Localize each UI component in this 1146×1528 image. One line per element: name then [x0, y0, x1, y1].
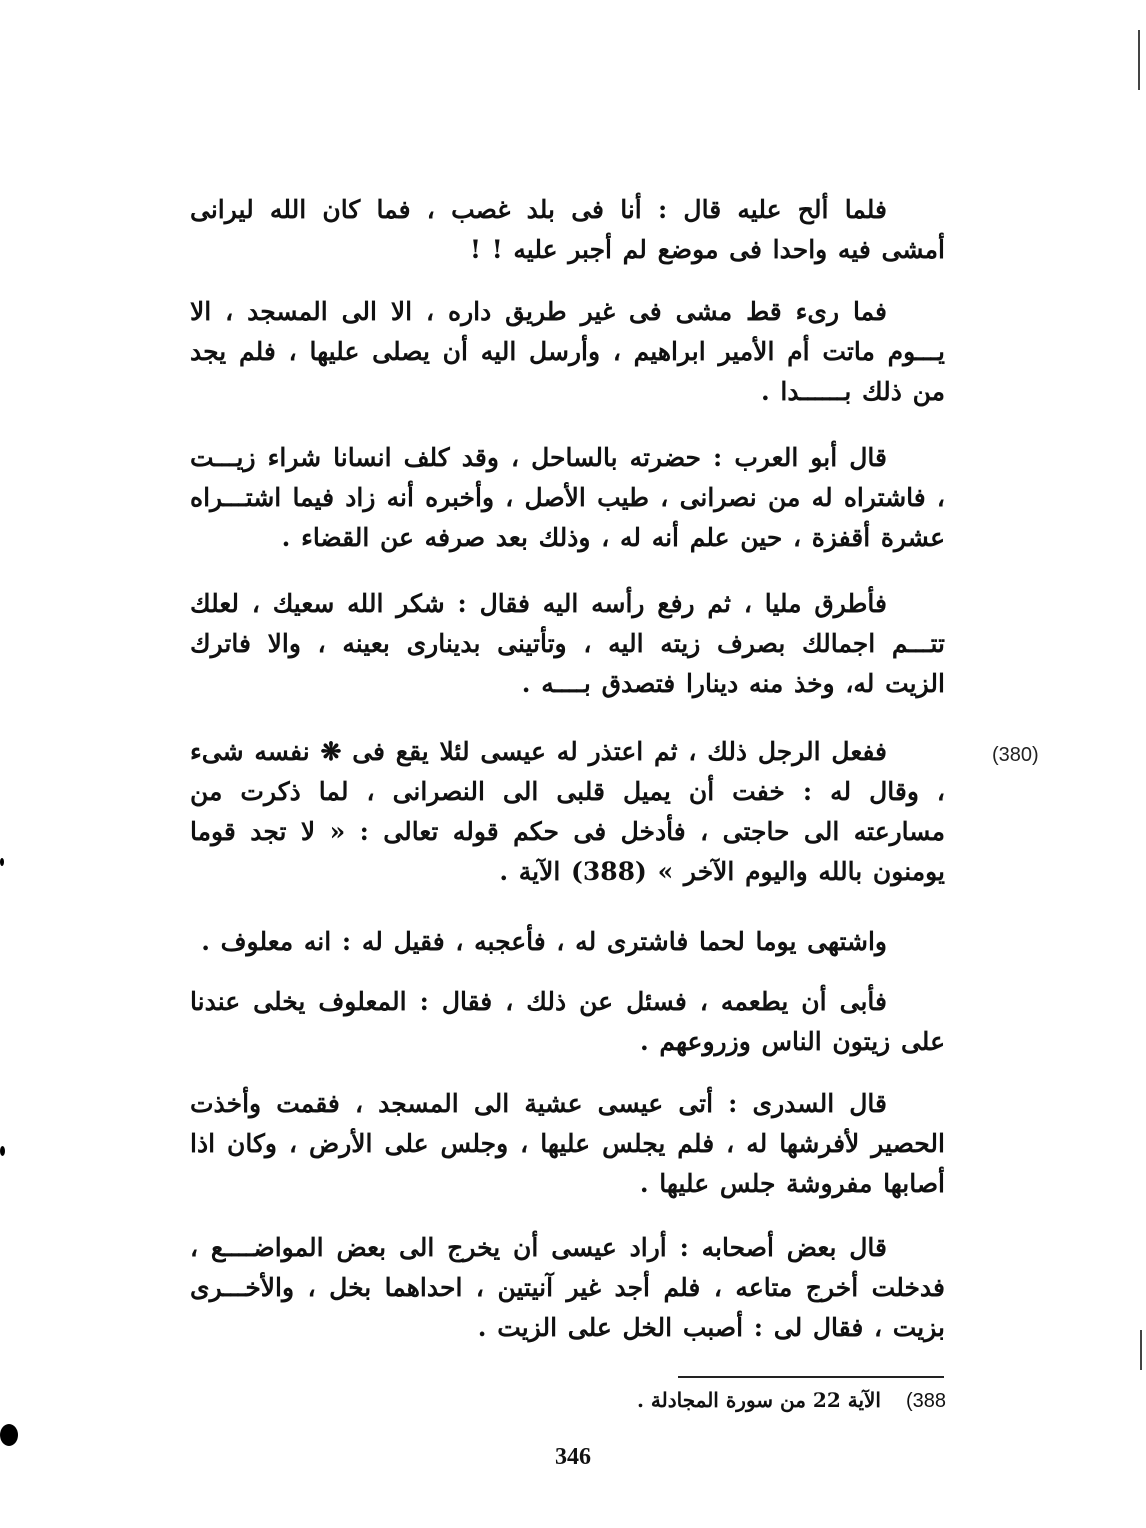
paragraph-text: ففعل الرجل ذلك ، ثم اعتذر له عيسى لئلا يقع فى ❋ نفسه شىء ، وقال له : خفت أن يميل قلبى الى النصرانى ، لما ذكرت من مسارعته الى حاجتى ، فأدخل فى حكم قوله تعالى : « لا تجد قوما يومنون بالله واليوم الآخر » (388) الآية . [190, 737, 946, 886]
paragraph-7 [190, 982, 945, 1062]
paragraph-3 [190, 438, 945, 558]
paragraph-text: فأطرق مليا ، ثم رفع رأسه اليه فقال : شكر الله سعيك ، لعلك تتـــم اجمالك بصرف زيته اليه ، وتأتينى بدينارى بعينه ، والا فاترك الزيت له، وخذ منه دينارا فتصدق بــــه . [190, 589, 945, 698]
page-number: 346 [555, 1444, 591, 1470]
scan-mark-dot [0, 1424, 18, 1446]
paragraph-1 [190, 190, 945, 270]
paragraph-text: قال السدرى : أتى عيسى عشية الى المسجد ، فقمت وأخذت الحصير لأفرشها له ، فلم يجلس عليها ، وجلس على الأرض ، وكان اذا أصابها مفروشة جلس عليها . [190, 1089, 945, 1198]
scan-edge-line [1138, 30, 1140, 90]
paragraph-text: فلما ألح عليه قال : أنا فى بلد غصب ، فما كان الله ليرانى أمشى فيه واحدا فى موضع لم أجبر عليه ! ! [190, 195, 945, 264]
paragraph-text: واشتهى يوما لحما فاشترى له ، فأعجبه ، فقيل له : انه معلوف . [201, 927, 887, 956]
paragraph-8 [190, 1084, 945, 1204]
margin-page-reference: (380) [992, 744, 1039, 766]
paragraph-text: قال أبو العرب : حضرته بالساحل ، وقد كلف انسانا شراء زيـــت ، فاشتراه له من نصرانى ، طيب الأصل ، وأخبره أنه زاد فيما اشتـــراه عشرة أقفزة ، حين علم أنه له ، وذلك بعد صرفه عن القضاء . [190, 443, 945, 552]
paragraph-4 [190, 584, 945, 704]
paragraph-9 [190, 1228, 945, 1348]
paragraph-2 [190, 292, 945, 412]
scan-mark-small [0, 1146, 5, 1156]
footnote-number: 388) [905, 1390, 946, 1412]
footnote-text: الآية 22 من سورة المجادلة . [637, 1388, 881, 1412]
paragraph-6 [190, 922, 945, 962]
paragraph-5 [190, 732, 945, 892]
footnote [637, 1388, 946, 1413]
paragraph-text: فما رىء قط مشى فى غير طريق داره ، الا الى المسجد ، الا يـــوم ماتت أم الأمير ابراهيم ، وأرسل اليه أن يصلى عليها ، فلم يجد من ذلك بــــــدا . [190, 297, 945, 406]
paragraph-text: قال بعض أصحابه : أراد عيسى أن يخرج الى بعض المواضــــع ، فدخلت أخرج متاعه ، فلم أجد غير آنيتين ، احداهما بخل ، والأخـــرى بزيت ، فقال لى : أصبب الخل على الزيت . [190, 1233, 945, 1342]
footnote-separator [678, 1376, 944, 1378]
scan-edge-line [1140, 1330, 1142, 1370]
paragraph-text: فأبى أن يطعمه ، فسئل عن ذلك ، فقال : المعلوف يخلى عندنا على زيتون الناس وزروعهم . [190, 987, 945, 1056]
scan-mark-small [0, 858, 4, 866]
